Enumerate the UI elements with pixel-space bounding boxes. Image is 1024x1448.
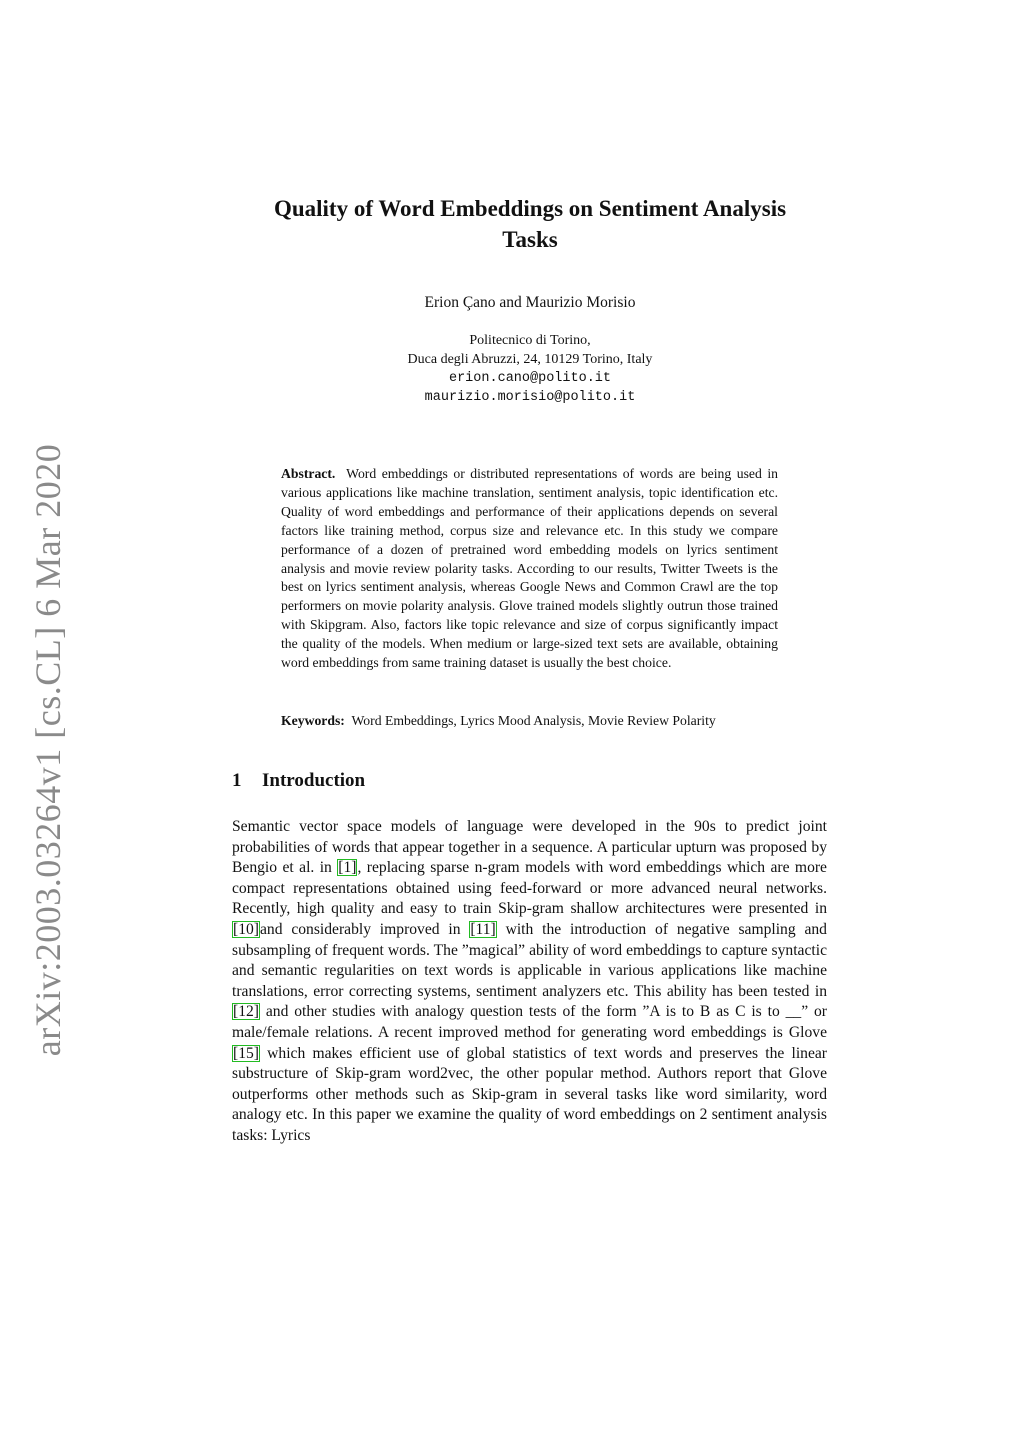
section-title: Introduction [262,770,366,791]
abstract-text: Word embeddings or distributed representations of words are being used in various applications like machine translation, sentiment analysis, topic identification etc. Quality of word embeddings and performance of their applications depends on several factors like training method, corpus size and relevance etc. In this study we compare performance of a dozen of pretrained word embedding models on lyrics sentiment analysis and movie review polarity tasks. According to our results, Twitter Tweets is the best on lyrics sentiment analysis, whereas Google News and Common Crawl are the top performers on movie polarity analysis. Glove trained models slightly outrun those trained with Skipgram. Also, factors like topic relevance and size of corpus significantly impact the quality of the models. When medium or large-sized text sets are available, obtaining word embeddings from same training dataset is usually the best choice. [281,466,778,671]
intro-text-6: which makes efficient use of global statistics of text words and preserves the linear substructure of Skip-gram word2vec, the other popular method. Authors report that Glove outperforms other methods such as Skip-gram in several tasks like word similarity, word analogy etc. In this paper we examine the quality of word embeddings on 2 sentiment analysis tasks: Lyrics [232,1044,827,1144]
keywords-text: Word Embeddings, Lyrics Mood Analysis, Movie Review Polarity [351,713,716,728]
introduction-paragraph [232,817,827,1147]
section-number: 1 [232,770,242,791]
affiliation-address: Duca degli Abruzzi, 24, 10129 Torino, Italy [407,352,653,367]
email-cano[interactable]: erion.cano@polito.it [448,371,612,386]
intro-text-1: Semantic vector space models of language were developed in the 90s to predict joint probabilities of words that appear together in a sequence. A particular upturn was proposed by Bengio et al. in [232,818,827,877]
keywords-label: Keywords: [281,713,345,728]
citation-link-10[interactable]: [10] [233,920,259,938]
affiliation [230,331,830,407]
citation-link-12[interactable]: [12] [233,1003,259,1021]
title-line-2: Tasks [502,227,558,252]
intro-text-2: , replacing sparse n-gram models with word embeddings which are more compact representations obtained using feed-forward or more advanced neural networks. Recently, high quality and easy to train Skip-gram shallow architectures were presented in [232,859,827,918]
citation-link-1[interactable]: [1] [338,859,357,877]
abstract [281,465,778,673]
affiliation-institution: Politecnico di Torino, [469,333,591,348]
intro-text-3: and considerably improved in [259,920,470,938]
email-morisio[interactable]: maurizio.morisio@polito.it [424,390,636,405]
title-line-1: Quality of Word Embeddings on Sentiment Analysis [273,196,787,221]
citation-link-15[interactable]: [15] [233,1044,259,1062]
section-heading-introduction [232,768,365,794]
intro-text-5: and other studies with analogy question tests of the form ”A is to B as C is to __” or male/female relations. A recent improved method for generating word embeddings is Glove [232,1003,827,1041]
intro-text-4: with the introduction of negative sampling and subsampling of frequent words. The ”magical” ability of word embeddings to capture syntactic and semantic regularities on text words is applicable in various applications like machine translations, error correcting systems, sentiment analyzers etc. This ability has been tested in [232,920,827,1000]
citation-link-11[interactable]: [11] [470,920,496,938]
authors: Erion Çano and Maurizio Morisio [424,294,636,311]
abstract-label: Abstract. [281,466,336,481]
arxiv-identifier: arXiv:2003.03264v1 [cs.CL] 6 Mar 2020 [28,443,68,1057]
keywords [281,711,821,730]
paper-title [230,193,830,255]
